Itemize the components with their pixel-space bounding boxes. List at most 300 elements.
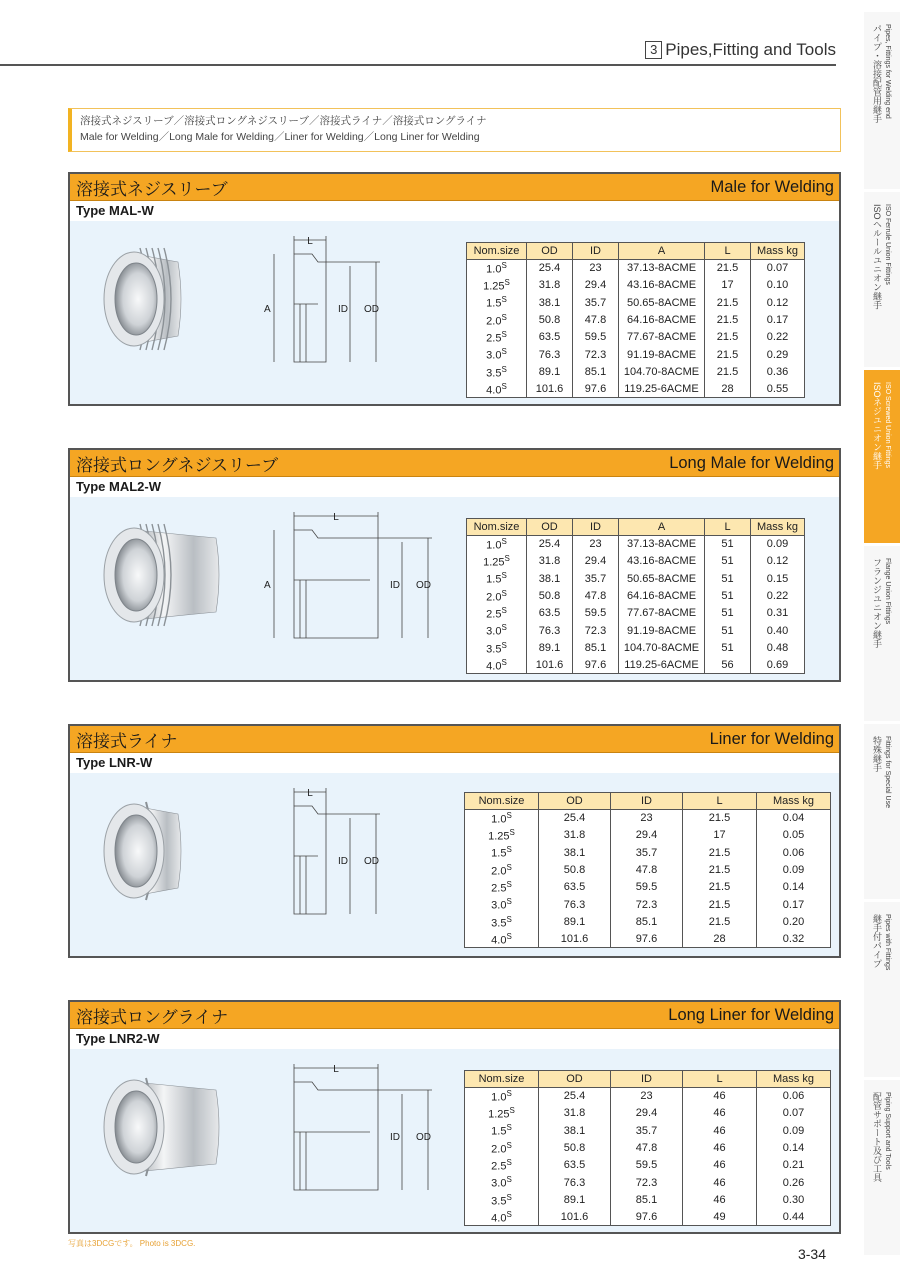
cell-value: 77.67-8ACME [626,607,697,620]
cell-value: 0.15 [766,572,789,585]
size-suffix: S [506,811,512,821]
table-cell [573,536,619,553]
table-cell [757,1105,831,1122]
size-suffix: S [509,828,515,838]
table-cell [465,879,539,896]
cell-value: 0.40 [766,624,789,637]
cell-value: 0.26 [782,1176,805,1189]
side-tab-label-en: Pipes, Fittings for Welding end [884,24,891,119]
side-tab-3[interactable] [864,370,900,544]
table-cell [539,896,611,913]
cell-value: 29.4 [635,829,658,842]
table-cell [539,844,611,861]
table-cell [751,553,805,570]
dim-label-id: ID [390,1132,400,1143]
table-cell [751,381,805,398]
table-cell [705,311,751,328]
side-tab-label-en: Fittings for Special Use [884,736,891,808]
table-cell [539,879,611,896]
table-row [465,1191,831,1208]
cell-value: 4.0 [486,384,502,397]
table-row [467,570,805,587]
cell-value: 0.06 [782,1090,805,1103]
table-cell [467,622,527,639]
cell-value: 25.4 [538,538,561,551]
cell-value: 46 [713,1124,726,1137]
column-header: Mass kg [751,243,805,260]
table-cell [705,260,751,277]
dimension-drawing [264,786,444,936]
table-cell [611,896,683,913]
spec-table [466,242,805,398]
cell-value: 2.0 [491,1143,507,1156]
table-cell [683,1105,757,1122]
table-row [467,639,805,656]
table-cell [465,861,539,878]
size-suffix: S [506,914,512,924]
dim-label-a: A [264,304,271,315]
table-row [467,381,805,398]
size-suffix: S [501,312,507,322]
cell-value: 43.16-8ACME [626,555,697,568]
side-tab-2[interactable] [864,192,900,368]
cell-value: 25.4 [563,1090,586,1103]
table-cell [751,536,805,553]
cell-value: 0.31 [766,607,789,620]
cell-value: 47.8 [584,314,607,327]
cell-value: 31.8 [563,829,586,842]
cell-value: 4.0 [486,660,502,673]
cell-value: 46 [713,1090,726,1103]
table-cell [527,363,573,380]
column-header: ID [611,1071,683,1088]
cell-value: 1.5 [486,298,502,311]
size-suffix: S [506,845,512,855]
table-cell [527,346,573,363]
section-header [70,1002,839,1029]
cell-value: 63.5 [563,1159,586,1172]
size-suffix: S [501,347,507,357]
cell-value: 4.0 [491,934,507,947]
side-tab-4[interactable] [864,546,900,722]
table-cell [611,827,683,844]
cell-value: 63.5 [538,607,561,620]
cell-value: 21.5 [708,864,731,877]
column-header: ID [573,519,619,536]
cell-value: 77.67-8ACME [626,331,697,344]
product-section [68,1000,841,1234]
side-tab-7[interactable] [864,1080,900,1256]
table-cell [751,294,805,311]
table-cell [611,844,683,861]
table-row [467,363,805,380]
cell-value: 85.1 [584,641,607,654]
cell-value: 37.13-8ACME [626,538,697,551]
cell-value: 2.0 [491,865,507,878]
size-suffix: S [501,330,507,339]
dim-label-od: OD [416,1132,431,1143]
cell-value: 2.0 [486,591,502,604]
size-suffix: S [506,880,512,889]
cell-value: 38.1 [538,296,561,309]
table-cell [751,329,805,346]
table-cell [751,260,805,277]
photo-frame [94,510,224,645]
table-cell [527,294,573,311]
section-title-jp: 溶接式ロングライナ [76,1007,229,1027]
section-title-en: Male for Welding [710,177,834,196]
table-cell [705,605,751,622]
cell-value: 0.30 [782,1193,805,1206]
cell-value: 119.25-6ACME [624,658,699,671]
table-cell [611,861,683,878]
cell-value: 31.8 [563,1107,586,1120]
size-suffix: S [501,364,507,374]
cell-value: 0.55 [766,382,789,395]
section-type: Type LNR2-W [70,1029,839,1049]
cell-value: 3.0 [491,1177,507,1190]
table-cell [751,346,805,363]
cell-value: 59.5 [584,331,607,344]
section-title-jp: 溶接式ライナ [76,731,178,751]
size-suffix: S [504,554,510,564]
cell-value: 0.69 [766,658,789,671]
table-cell [611,931,683,948]
cell-value: 85.1 [635,915,658,928]
cell-value: 0.05 [782,829,805,842]
table-cell [573,605,619,622]
table-cell [619,639,705,656]
cell-value: 35.7 [584,572,607,585]
table-cell [573,381,619,398]
size-suffix: S [504,278,510,288]
table-cell [465,1209,539,1226]
table-cell [757,827,831,844]
cell-value: 89.1 [538,641,561,654]
table-row [467,329,805,346]
table-cell [465,1174,539,1191]
table-cell [465,931,539,948]
table-cell [539,827,611,844]
dim-label-a: A [264,580,271,591]
cell-value: 0.04 [782,812,805,825]
table-row [467,536,805,553]
table-cell [467,294,527,311]
cell-value: 3.5 [486,643,502,656]
fitting-photo [94,1062,224,1192]
photo-frame [94,1062,224,1197]
cell-value: 0.07 [766,262,789,275]
section-header [70,726,839,753]
table-cell [527,553,573,570]
cell-value: 0.09 [782,1124,805,1137]
column-header: OD [539,1071,611,1088]
table-cell [573,346,619,363]
table-cell [705,622,751,639]
cell-value: 2.5 [491,882,507,895]
intro-jp: 溶接式ネジスリーブ／溶接式ロングネジスリーブ／溶接式ライナ／溶接式ロングライナ [80,115,487,127]
table-cell [527,260,573,277]
cell-value: 51 [721,572,734,585]
table-cell [539,931,611,948]
table-cell [611,1157,683,1174]
cell-value: 1.5 [491,1126,507,1139]
cell-value: 21.5 [708,812,731,825]
table-cell [465,810,539,827]
cell-value: 97.6 [584,382,607,395]
table-cell [705,277,751,294]
table-cell [573,587,619,604]
intro-box [68,108,841,152]
cell-value: 47.8 [635,864,658,877]
cell-value: 3.5 [491,1195,507,1208]
column-header: A [619,519,705,536]
cell-value: 0.20 [782,915,805,928]
table-row [465,844,831,861]
table-cell [619,587,705,604]
table-row [465,1157,831,1174]
column-header: Nom.size [467,243,527,260]
side-tab-5[interactable] [864,724,900,900]
drawing-frame [264,234,444,389]
table-cell [751,587,805,604]
cell-value: 72.3 [584,348,607,361]
dim-label-l: L [333,1064,339,1075]
table-cell [573,329,619,346]
cell-value: 0.06 [782,846,805,859]
side-tab-label: ISOネジユニオン継手 [872,382,882,470]
cell-value: 59.5 [635,881,658,894]
table-cell [683,810,757,827]
size-suffix: S [509,1106,515,1116]
table-cell [527,570,573,587]
drawing-frame [264,1062,444,1217]
cell-value: 89.1 [538,365,561,378]
dimension-drawing [264,1062,444,1212]
table-cell [683,827,757,844]
table-row [467,553,805,570]
cell-value: 21.5 [716,296,739,309]
table-row [465,896,831,913]
side-tab-label: 特殊継手 [872,736,882,772]
size-suffix: S [506,1158,512,1167]
cell-value: 76.3 [538,348,561,361]
section-type: Type LNR-W [70,753,839,773]
table-cell [683,861,757,878]
table-row [465,1122,831,1139]
table-row [465,931,831,948]
table-header-row [465,1071,831,1088]
table-cell [467,536,527,553]
table-cell [751,605,805,622]
table-cell [705,346,751,363]
table-cell [467,381,527,398]
table-cell [611,913,683,930]
cell-value: 35.7 [635,1124,658,1137]
size-suffix: S [506,931,512,941]
cell-value: 63.5 [563,881,586,894]
table-cell [619,381,705,398]
cell-value: 0.44 [782,1210,805,1223]
side-tab-1[interactable] [864,12,900,190]
table-row [467,260,805,277]
table-cell [705,294,751,311]
section-title-en: Liner for Welding [709,729,834,748]
cell-value: 0.48 [766,641,789,654]
size-suffix: S [501,261,507,271]
table-cell [757,896,831,913]
cell-value: 25.4 [538,262,561,275]
cell-value: 0.12 [766,296,789,309]
cell-value: 59.5 [635,1159,658,1172]
table-cell [757,1088,831,1105]
photo-footnote: 写真は3DCGです。 Photo is 3DCG. [68,1239,196,1248]
photo-frame [94,786,224,921]
cell-value: 49 [713,1210,726,1223]
dim-label-od: OD [364,304,379,315]
cell-value: 1.0 [491,1091,507,1104]
table-cell [683,1209,757,1226]
table-cell [573,657,619,674]
cell-value: 3.5 [491,917,507,930]
cell-value: 50.65-8ACME [626,296,697,309]
dim-label-l: L [307,236,313,247]
side-tab-label: ISOヘルールユニオン継手 [872,204,882,310]
table-cell [757,861,831,878]
column-header: L [705,243,751,260]
table-row [467,605,805,622]
fitting-photo [94,234,224,364]
table-cell [705,363,751,380]
cell-value: 63.5 [538,331,561,344]
cell-value: 76.3 [563,898,586,911]
table-cell [539,1174,611,1191]
cell-value: 72.3 [635,1176,658,1189]
column-header: OD [539,793,611,810]
table-cell [619,536,705,553]
table-cell [757,1191,831,1208]
side-tab-label: フランジユニオン継手 [872,558,882,648]
dim-label-id: ID [338,304,348,315]
table-cell [573,311,619,328]
cell-value: 0.21 [782,1159,805,1172]
section-header [70,450,839,477]
table-cell [465,1122,539,1139]
column-header: L [683,793,757,810]
cell-value: 47.8 [635,1142,658,1155]
dim-label-l: L [333,512,339,523]
table-cell [467,363,527,380]
cell-value: 46 [713,1142,726,1155]
table-row [465,1209,831,1226]
cell-value: 1.5 [491,848,507,861]
table-cell [465,1139,539,1156]
cell-value: 21.5 [716,314,739,327]
column-header: ID [573,243,619,260]
table-cell [467,605,527,622]
table-row [465,1174,831,1191]
column-header: Mass kg [757,1071,831,1088]
cell-value: 2.5 [486,332,502,345]
table-cell [619,329,705,346]
table-cell [683,844,757,861]
table-cell [757,1139,831,1156]
cell-value: 46 [713,1159,726,1172]
cell-value: 1.5 [486,574,502,587]
size-suffix: S [501,571,507,581]
table-cell [573,260,619,277]
cell-value: 51 [721,590,734,603]
table-cell [527,605,573,622]
table-cell [683,1139,757,1156]
cell-value: 21.5 [716,365,739,378]
column-header: Nom.size [465,1071,539,1088]
table-cell [465,1191,539,1208]
drawing-frame [264,786,444,941]
table-cell [465,913,539,930]
table-row [467,277,805,294]
table-row [465,879,831,896]
table-row [467,346,805,363]
table-cell [757,1209,831,1226]
side-tab-6[interactable] [864,902,900,1078]
side-tab-label-en: Pipes with Fittings [884,914,891,971]
cell-value: 29.4 [584,279,607,292]
table-cell [751,311,805,328]
table-cell [467,260,527,277]
cell-value: 0.07 [782,1107,805,1120]
table-cell [527,381,573,398]
table-cell [683,1122,757,1139]
column-header: ID [611,793,683,810]
cell-value: 0.17 [766,314,789,327]
table-cell [757,879,831,896]
section-title-en: Long Liner for Welding [668,1005,834,1024]
table-cell [611,1191,683,1208]
cell-value: 31.8 [538,279,561,292]
cell-value: 29.4 [635,1107,658,1120]
table-cell [539,1122,611,1139]
cell-value: 0.29 [766,348,789,361]
cell-value: 3.0 [486,349,502,362]
spec-table [464,792,831,948]
table-cell [619,260,705,277]
table-header-row [467,243,805,260]
table-cell [465,1157,539,1174]
section-title-jp: 溶接式ロングネジスリーブ [76,455,279,475]
table-cell [527,536,573,553]
table-cell [611,1122,683,1139]
cell-value: 51 [721,555,734,568]
table-row [467,294,805,311]
cell-value: 56 [721,658,734,671]
table-cell [465,896,539,913]
cell-value: 17 [721,279,734,292]
table-cell [619,570,705,587]
cell-value: 76.3 [538,624,561,637]
table-row [465,861,831,878]
table-row [465,1088,831,1105]
size-suffix: S [501,606,507,615]
cell-value: 1.25 [483,280,505,293]
size-suffix: S [501,537,507,547]
cell-value: 38.1 [563,1124,586,1137]
side-tab-label-en: Flange Union Fittings [884,558,891,625]
cell-value: 38.1 [538,572,561,585]
cell-value: 0.17 [782,898,805,911]
cell-value: 51 [721,538,734,551]
dim-label-od: OD [364,856,379,867]
